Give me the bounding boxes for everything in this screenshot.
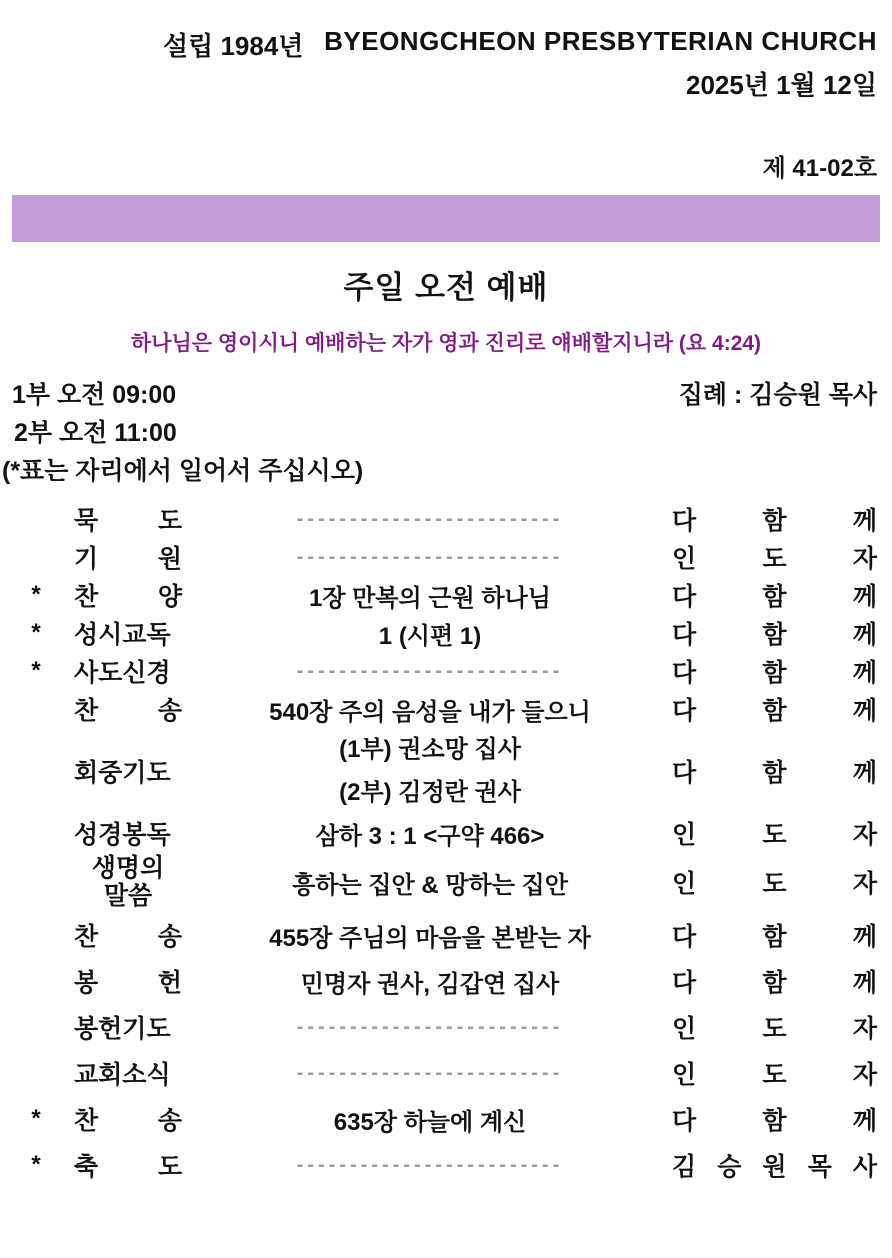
order-item-by: 다 함 께 — [672, 1107, 877, 1135]
order-row-congregational-prayer — [0, 728, 892, 814]
order-item-by: 다 함 께 — [672, 697, 877, 725]
order-row-praise — [0, 576, 892, 614]
order-item-label: 찬 송 — [74, 923, 182, 951]
order-item-dashes: ------------------------- — [296, 507, 564, 530]
sermon-label-line1: 생명의 — [91, 854, 165, 882]
stand-asterisk: * — [31, 581, 41, 608]
order-item-content: 흥하는 집안 & 망하는 집안 — [292, 871, 568, 899]
order-item-label: 기 원 — [74, 545, 182, 573]
service-times-line1 — [0, 375, 892, 409]
order-item-label: 묵 도 — [74, 507, 182, 535]
order-item-label: 교회소식 — [74, 1061, 171, 1089]
order-item-dashes: ------------------------- — [296, 1061, 564, 1084]
order-item-by: 다 함 께 — [672, 621, 877, 649]
order-item-by: 인 도 자 — [672, 870, 877, 898]
order-item-content: 540장 주의 음성을 내가 들으니 — [269, 698, 591, 726]
order-item-label: 찬 송 — [74, 697, 182, 725]
order-item-by: 다 함 께 — [672, 923, 877, 951]
order-item-by: 인 도 자 — [672, 545, 877, 573]
founded-year: 설립 1984년 — [163, 31, 304, 61]
prayer-leader-part1: (1부) 권소망 집사 — [339, 736, 521, 763]
order-item-label: 사도신경 — [74, 659, 171, 687]
order-row-invocation — [0, 538, 892, 576]
stand-asterisk: * — [31, 1151, 41, 1178]
order-item-content: 1장 만복의 근원 하나님 — [308, 584, 551, 612]
order-of-worship — [0, 500, 892, 1188]
order-row-offering-prayer — [0, 1004, 892, 1050]
order-item-dashes: ------------------------- — [296, 1153, 564, 1176]
issue-number: 제 41-02호 — [762, 155, 877, 182]
purple-banner — [12, 195, 880, 242]
order-item-dashes: ------------------------- — [296, 659, 564, 682]
scripture-verse: 하나님은 영이시니 예배하는 자가 영과 진리로 얘배할지니라 (요 4:24) — [130, 332, 762, 355]
order-item-label: 봉 헌 — [74, 969, 182, 997]
stand-asterisk: * — [31, 657, 41, 684]
stand-note: (*표는 자리에서 일어서 주십시오) — [2, 457, 364, 485]
order-item-content: 삼하 3 : 1 <구약 466> — [315, 822, 545, 850]
order-item-label: 찬 양 — [74, 583, 182, 611]
order-item-by: 다 함 께 — [672, 507, 877, 535]
order-row-apostles-creed — [0, 652, 892, 690]
order-row-offering — [0, 958, 892, 1004]
bulletin-date: 2025년 1월 12일 — [685, 70, 877, 100]
order-item-dashes: ------------------------- — [296, 1015, 564, 1038]
order-item-by: 인 도 자 — [672, 1015, 877, 1043]
order-item-dashes: ------------------------- — [296, 545, 564, 568]
church-name: BYEONGCHEON PRESBYTERIAN CHURCH — [324, 26, 877, 56]
order-item-by: 다 함 께 — [672, 583, 877, 611]
order-item-by: 인 도 자 — [672, 1061, 877, 1089]
order-item-label: 찬 송 — [74, 1107, 182, 1135]
part1-time: 1부 오전 09:00 — [12, 381, 177, 409]
order-item-label: 축 도 — [74, 1153, 182, 1181]
order-row-hymn-635 — [0, 1096, 892, 1142]
order-item-content: 635장 하늘에 계신 — [333, 1108, 527, 1136]
order-row-scripture-reading — [0, 814, 892, 852]
order-row-sermon — [0, 852, 892, 912]
order-row-church-news — [0, 1050, 892, 1096]
order-item-content: 455장 주님의 마음을 본받는 자 — [269, 924, 591, 952]
order-item-label: 회중기도 — [74, 759, 171, 787]
order-item-content: 민명자 권사, 김갑연 집사 — [300, 970, 560, 998]
order-item-label — [74, 854, 182, 910]
order-item-by: 다 함 께 — [672, 759, 877, 787]
order-row-hymn-540 — [0, 690, 892, 728]
order-item-by: 김 승 원 목 사 — [672, 1153, 877, 1181]
prayer-leader-part2: (2부) 김정란 권사 — [339, 779, 521, 806]
order-item-content — [225, 728, 635, 814]
sermon-label-line2: 말씀 — [103, 882, 153, 910]
order-item-label: 성경봉독 — [74, 821, 171, 849]
order-item-label: 성시교독 — [74, 621, 171, 649]
order-item-by: 다 함 께 — [672, 969, 877, 997]
order-row-responsive-reading — [0, 614, 892, 652]
order-row-benediction — [0, 1142, 892, 1188]
part2-time: 2부 오전 11:00 — [14, 419, 177, 447]
officiant: 집례 : 김승원 목사 — [678, 381, 877, 409]
order-row-hymn-455 — [0, 912, 892, 958]
stand-asterisk: * — [31, 1105, 41, 1132]
order-item-by: 다 함 께 — [672, 659, 877, 687]
order-row-silent-prayer — [0, 500, 892, 538]
service-title: 주일 오전 예배 — [343, 270, 549, 305]
bulletin-header — [0, 26, 892, 61]
order-item-label: 봉헌기도 — [74, 1015, 171, 1043]
order-item-content: 1 (시편 1) — [378, 622, 482, 650]
stand-asterisk: * — [31, 619, 41, 646]
order-item-by: 인 도 자 — [672, 821, 877, 849]
